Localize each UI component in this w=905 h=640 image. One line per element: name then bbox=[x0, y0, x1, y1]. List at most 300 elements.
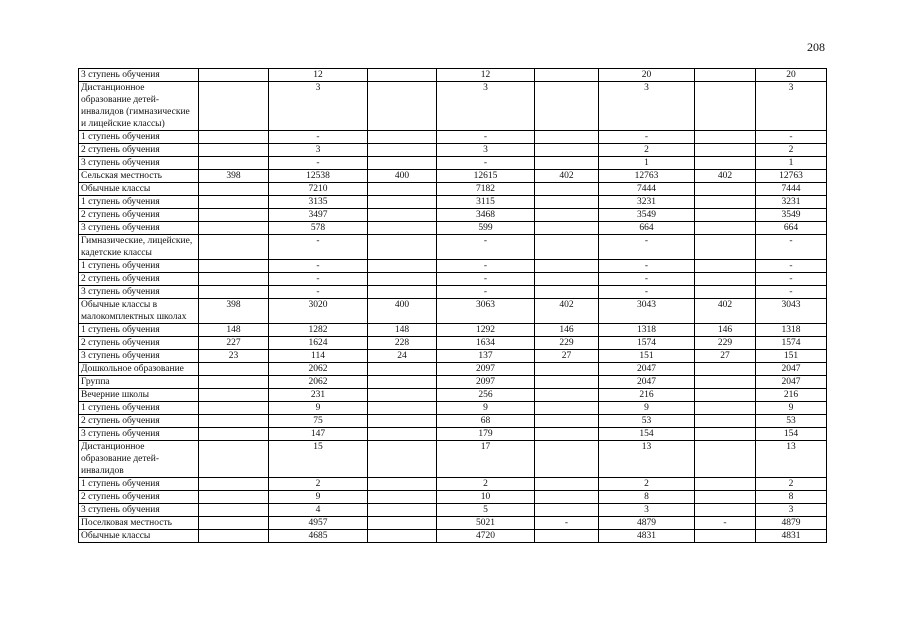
value-cell-c7 bbox=[695, 260, 756, 273]
value-cell-c6: 216 bbox=[599, 389, 695, 402]
value-cell-c7 bbox=[695, 402, 756, 415]
value-cell-c2: - bbox=[269, 273, 368, 286]
value-cell-c5: 402 bbox=[535, 299, 599, 324]
value-cell-c5 bbox=[535, 415, 599, 428]
page-number: 208 bbox=[807, 40, 825, 54]
value-cell-c3 bbox=[368, 491, 437, 504]
value-cell-c2: 9 bbox=[269, 402, 368, 415]
value-cell-c1 bbox=[199, 363, 269, 376]
row-label-cell: Обычные классы bbox=[79, 183, 199, 196]
table-row bbox=[79, 222, 827, 235]
value-cell-c1 bbox=[199, 131, 269, 144]
value-cell-c7: 402 bbox=[695, 170, 756, 183]
value-cell-c3: 400 bbox=[368, 299, 437, 324]
value-cell-c2: 3 bbox=[269, 82, 368, 131]
row-label-cell: Дистанционное образование детей-инвалидов (гимназические и лицейские классы) bbox=[79, 82, 199, 131]
value-cell-c8: 1318 bbox=[756, 324, 827, 337]
value-cell-c5 bbox=[535, 157, 599, 170]
value-cell-c7 bbox=[695, 183, 756, 196]
value-cell-c2: 7210 bbox=[269, 183, 368, 196]
table-row bbox=[79, 157, 827, 170]
value-cell-c8: 2 bbox=[756, 144, 827, 157]
value-cell-c3 bbox=[368, 235, 437, 260]
value-cell-c8: 3549 bbox=[756, 209, 827, 222]
value-cell-c6: 2 bbox=[599, 144, 695, 157]
value-cell-c3 bbox=[368, 478, 437, 491]
value-cell-c5 bbox=[535, 260, 599, 273]
value-cell-c8: 1574 bbox=[756, 337, 827, 350]
row-label-cell: 3 ступень обучения bbox=[79, 504, 199, 517]
value-cell-c6: 53 bbox=[599, 415, 695, 428]
value-cell-c2: 12 bbox=[269, 69, 368, 82]
row-label-cell: 3 ступень обучения bbox=[79, 350, 199, 363]
statistics-table bbox=[78, 68, 827, 543]
value-cell-c6: 13 bbox=[599, 441, 695, 478]
value-cell-c6: 3043 bbox=[599, 299, 695, 324]
row-label-cell: 3 ступень обучения bbox=[79, 69, 199, 82]
value-cell-c2: 3 bbox=[269, 144, 368, 157]
value-cell-c1 bbox=[199, 260, 269, 273]
value-cell-c1 bbox=[199, 376, 269, 389]
value-cell-c2: 1624 bbox=[269, 337, 368, 350]
value-cell-c1 bbox=[199, 196, 269, 209]
value-cell-c7 bbox=[695, 415, 756, 428]
value-cell-c3: 400 bbox=[368, 170, 437, 183]
value-cell-c1 bbox=[199, 222, 269, 235]
row-label-cell: 2 ступень обучения bbox=[79, 144, 199, 157]
table-row bbox=[79, 196, 827, 209]
value-cell-c8: - bbox=[756, 131, 827, 144]
value-cell-c7 bbox=[695, 491, 756, 504]
value-cell-c4: - bbox=[437, 260, 535, 273]
value-cell-c7 bbox=[695, 144, 756, 157]
value-cell-c3 bbox=[368, 144, 437, 157]
value-cell-c7 bbox=[695, 209, 756, 222]
value-cell-c2: 2 bbox=[269, 478, 368, 491]
row-label-cell: 2 ступень обучения bbox=[79, 273, 199, 286]
value-cell-c7 bbox=[695, 478, 756, 491]
value-cell-c3 bbox=[368, 82, 437, 131]
value-cell-c5 bbox=[535, 82, 599, 131]
value-cell-c3 bbox=[368, 402, 437, 415]
value-cell-c1: 227 bbox=[199, 337, 269, 350]
value-cell-c2: 9 bbox=[269, 491, 368, 504]
value-cell-c2: - bbox=[269, 131, 368, 144]
table-row bbox=[79, 363, 827, 376]
value-cell-c6: - bbox=[599, 273, 695, 286]
value-cell-c7 bbox=[695, 82, 756, 131]
value-cell-c1: 148 bbox=[199, 324, 269, 337]
value-cell-c3 bbox=[368, 441, 437, 478]
row-label-cell: 2 ступень обучения bbox=[79, 491, 199, 504]
value-cell-c5 bbox=[535, 428, 599, 441]
value-cell-c1 bbox=[199, 504, 269, 517]
table-row bbox=[79, 183, 827, 196]
row-label-cell: 1 ступень обучения bbox=[79, 260, 199, 273]
value-cell-c1: 398 bbox=[199, 170, 269, 183]
value-cell-c5 bbox=[535, 222, 599, 235]
value-cell-c3 bbox=[368, 69, 437, 82]
row-label-cell: 1 ступень обучения bbox=[79, 324, 199, 337]
value-cell-c7 bbox=[695, 530, 756, 543]
value-cell-c7 bbox=[695, 196, 756, 209]
value-cell-c8: 151 bbox=[756, 350, 827, 363]
value-cell-c5: - bbox=[535, 517, 599, 530]
value-cell-c6: 2 bbox=[599, 478, 695, 491]
value-cell-c2: 4 bbox=[269, 504, 368, 517]
row-label-cell: Вечерние школы bbox=[79, 389, 199, 402]
value-cell-c6: 154 bbox=[599, 428, 695, 441]
table-row bbox=[79, 82, 827, 131]
row-label-cell: 2 ступень обучения bbox=[79, 415, 199, 428]
value-cell-c8: - bbox=[756, 235, 827, 260]
value-cell-c6: - bbox=[599, 235, 695, 260]
value-cell-c5: 402 bbox=[535, 170, 599, 183]
value-cell-c2: 231 bbox=[269, 389, 368, 402]
value-cell-c8: 154 bbox=[756, 428, 827, 441]
value-cell-c8: 7444 bbox=[756, 183, 827, 196]
value-cell-c1 bbox=[199, 389, 269, 402]
table-row bbox=[79, 324, 827, 337]
value-cell-c7: 229 bbox=[695, 337, 756, 350]
value-cell-c6: 1574 bbox=[599, 337, 695, 350]
value-cell-c5 bbox=[535, 286, 599, 299]
value-cell-c3 bbox=[368, 209, 437, 222]
value-cell-c3 bbox=[368, 428, 437, 441]
value-cell-c4: 12 bbox=[437, 69, 535, 82]
value-cell-c2: 578 bbox=[269, 222, 368, 235]
value-cell-c3: 148 bbox=[368, 324, 437, 337]
row-label-cell: 3 ступень обучения bbox=[79, 286, 199, 299]
value-cell-c7 bbox=[695, 428, 756, 441]
value-cell-c4: - bbox=[437, 286, 535, 299]
value-cell-c6: 8 bbox=[599, 491, 695, 504]
value-cell-c2: 114 bbox=[269, 350, 368, 363]
value-cell-c7: 146 bbox=[695, 324, 756, 337]
value-cell-c4: 12615 bbox=[437, 170, 535, 183]
value-cell-c4: 1634 bbox=[437, 337, 535, 350]
value-cell-c6: 1318 bbox=[599, 324, 695, 337]
value-cell-c7 bbox=[695, 131, 756, 144]
value-cell-c1 bbox=[199, 209, 269, 222]
value-cell-c5 bbox=[535, 441, 599, 478]
value-cell-c8: 4879 bbox=[756, 517, 827, 530]
value-cell-c7 bbox=[695, 441, 756, 478]
value-cell-c2: 2062 bbox=[269, 376, 368, 389]
value-cell-c1: 398 bbox=[199, 299, 269, 324]
row-label-cell: 2 ступень обучения bbox=[79, 337, 199, 350]
value-cell-c8: 2047 bbox=[756, 376, 827, 389]
value-cell-c2: - bbox=[269, 260, 368, 273]
table-row bbox=[79, 299, 827, 324]
value-cell-c2: - bbox=[269, 286, 368, 299]
value-cell-c4: 3063 bbox=[437, 299, 535, 324]
value-cell-c8: 2047 bbox=[756, 363, 827, 376]
value-cell-c3 bbox=[368, 260, 437, 273]
value-cell-c1 bbox=[199, 415, 269, 428]
table-row bbox=[79, 478, 827, 491]
value-cell-c8: - bbox=[756, 286, 827, 299]
value-cell-c6: 3 bbox=[599, 504, 695, 517]
value-cell-c8: 1 bbox=[756, 157, 827, 170]
value-cell-c1 bbox=[199, 144, 269, 157]
value-cell-c5 bbox=[535, 376, 599, 389]
value-cell-c3 bbox=[368, 389, 437, 402]
value-cell-c4: 9 bbox=[437, 402, 535, 415]
value-cell-c5 bbox=[535, 235, 599, 260]
row-label-cell: 3 ступень обучения bbox=[79, 428, 199, 441]
table-row bbox=[79, 441, 827, 478]
value-cell-c5: 146 bbox=[535, 324, 599, 337]
value-cell-c3 bbox=[368, 530, 437, 543]
value-cell-c2: 4957 bbox=[269, 517, 368, 530]
value-cell-c4: 4720 bbox=[437, 530, 535, 543]
value-cell-c4: 7182 bbox=[437, 183, 535, 196]
value-cell-c1 bbox=[199, 157, 269, 170]
row-label-cell: Группа bbox=[79, 376, 199, 389]
value-cell-c6: - bbox=[599, 286, 695, 299]
value-cell-c8: 3 bbox=[756, 82, 827, 131]
value-cell-c1 bbox=[199, 517, 269, 530]
value-cell-c2: 3497 bbox=[269, 209, 368, 222]
value-cell-c2: 4685 bbox=[269, 530, 368, 543]
table-row bbox=[79, 273, 827, 286]
value-cell-c7 bbox=[695, 504, 756, 517]
value-cell-c4: - bbox=[437, 157, 535, 170]
value-cell-c4: 3115 bbox=[437, 196, 535, 209]
value-cell-c6: 2047 bbox=[599, 376, 695, 389]
value-cell-c2: 3020 bbox=[269, 299, 368, 324]
value-cell-c6: 3549 bbox=[599, 209, 695, 222]
value-cell-c8: 216 bbox=[756, 389, 827, 402]
value-cell-c7 bbox=[695, 157, 756, 170]
value-cell-c7 bbox=[695, 363, 756, 376]
value-cell-c4: 5021 bbox=[437, 517, 535, 530]
table-row bbox=[79, 389, 827, 402]
value-cell-c3 bbox=[368, 363, 437, 376]
value-cell-c4: 2097 bbox=[437, 363, 535, 376]
value-cell-c6: 3 bbox=[599, 82, 695, 131]
value-cell-c6: 151 bbox=[599, 350, 695, 363]
value-cell-c3 bbox=[368, 273, 437, 286]
value-cell-c7 bbox=[695, 222, 756, 235]
value-cell-c2: 15 bbox=[269, 441, 368, 478]
value-cell-c3 bbox=[368, 415, 437, 428]
value-cell-c4: 5 bbox=[437, 504, 535, 517]
value-cell-c3 bbox=[368, 517, 437, 530]
value-cell-c3: 228 bbox=[368, 337, 437, 350]
value-cell-c5 bbox=[535, 183, 599, 196]
value-cell-c5 bbox=[535, 273, 599, 286]
value-cell-c4: 2097 bbox=[437, 376, 535, 389]
value-cell-c3 bbox=[368, 222, 437, 235]
value-cell-c4: - bbox=[437, 131, 535, 144]
value-cell-c5 bbox=[535, 69, 599, 82]
value-cell-c1 bbox=[199, 428, 269, 441]
value-cell-c4: 3468 bbox=[437, 209, 535, 222]
table-row bbox=[79, 170, 827, 183]
value-cell-c8: 664 bbox=[756, 222, 827, 235]
table-row bbox=[79, 428, 827, 441]
value-cell-c3 bbox=[368, 183, 437, 196]
row-label-cell: 2 ступень обучения bbox=[79, 209, 199, 222]
value-cell-c1 bbox=[199, 478, 269, 491]
value-cell-c1 bbox=[199, 235, 269, 260]
row-label-cell: Дистанционное образование детей-инвалидов bbox=[79, 441, 199, 478]
value-cell-c3 bbox=[368, 131, 437, 144]
value-cell-c6: 664 bbox=[599, 222, 695, 235]
value-cell-c1 bbox=[199, 441, 269, 478]
row-label-cell: 1 ступень обучения bbox=[79, 478, 199, 491]
value-cell-c4: 17 bbox=[437, 441, 535, 478]
value-cell-c7 bbox=[695, 235, 756, 260]
value-cell-c1 bbox=[199, 273, 269, 286]
value-cell-c3 bbox=[368, 157, 437, 170]
value-cell-c2: 75 bbox=[269, 415, 368, 428]
value-cell-c4: 68 bbox=[437, 415, 535, 428]
value-cell-c7: 27 bbox=[695, 350, 756, 363]
value-cell-c8: 53 bbox=[756, 415, 827, 428]
value-cell-c1 bbox=[199, 286, 269, 299]
value-cell-c3 bbox=[368, 504, 437, 517]
table-row bbox=[79, 402, 827, 415]
table-body bbox=[79, 69, 827, 543]
value-cell-c4: 3 bbox=[437, 82, 535, 131]
value-cell-c8: 3043 bbox=[756, 299, 827, 324]
value-cell-c5 bbox=[535, 478, 599, 491]
row-label-cell: Обычные классы в малокомплектных школах bbox=[79, 299, 199, 324]
value-cell-c5 bbox=[535, 504, 599, 517]
value-cell-c8: 12763 bbox=[756, 170, 827, 183]
value-cell-c6: 20 bbox=[599, 69, 695, 82]
value-cell-c1 bbox=[199, 183, 269, 196]
table-row bbox=[79, 235, 827, 260]
value-cell-c5 bbox=[535, 131, 599, 144]
value-cell-c6: - bbox=[599, 260, 695, 273]
table-row bbox=[79, 530, 827, 543]
value-cell-c4: 1292 bbox=[437, 324, 535, 337]
value-cell-c8: 13 bbox=[756, 441, 827, 478]
value-cell-c8: 3231 bbox=[756, 196, 827, 209]
value-cell-c8: 20 bbox=[756, 69, 827, 82]
value-cell-c6: 7444 bbox=[599, 183, 695, 196]
value-cell-c7 bbox=[695, 69, 756, 82]
row-label-cell: 3 ступень обучения bbox=[79, 157, 199, 170]
value-cell-c7 bbox=[695, 389, 756, 402]
value-cell-c1 bbox=[199, 69, 269, 82]
value-cell-c8: 4831 bbox=[756, 530, 827, 543]
value-cell-c7 bbox=[695, 286, 756, 299]
value-cell-c2: 3135 bbox=[269, 196, 368, 209]
value-cell-c5 bbox=[535, 363, 599, 376]
row-label-cell: 3 ступень обучения bbox=[79, 222, 199, 235]
value-cell-c3 bbox=[368, 286, 437, 299]
value-cell-c4: 137 bbox=[437, 350, 535, 363]
value-cell-c7 bbox=[695, 273, 756, 286]
value-cell-c4: 3 bbox=[437, 144, 535, 157]
value-cell-c1 bbox=[199, 491, 269, 504]
table-row bbox=[79, 350, 827, 363]
value-cell-c5 bbox=[535, 209, 599, 222]
row-label-cell: Гимназические, лицейские, кадетские классы bbox=[79, 235, 199, 260]
value-cell-c4: 179 bbox=[437, 428, 535, 441]
value-cell-c6: 4879 bbox=[599, 517, 695, 530]
value-cell-c1 bbox=[199, 402, 269, 415]
table-row bbox=[79, 286, 827, 299]
value-cell-c2: 147 bbox=[269, 428, 368, 441]
row-label-cell: Поселковая местность bbox=[79, 517, 199, 530]
table-row bbox=[79, 504, 827, 517]
row-label-cell: Обычные классы bbox=[79, 530, 199, 543]
value-cell-c1 bbox=[199, 82, 269, 131]
value-cell-c4: 10 bbox=[437, 491, 535, 504]
value-cell-c8: - bbox=[756, 260, 827, 273]
row-label-cell: Сельская местность bbox=[79, 170, 199, 183]
value-cell-c6: 12763 bbox=[599, 170, 695, 183]
value-cell-c3 bbox=[368, 376, 437, 389]
value-cell-c4: 599 bbox=[437, 222, 535, 235]
value-cell-c4: - bbox=[437, 273, 535, 286]
value-cell-c4: 2 bbox=[437, 478, 535, 491]
value-cell-c5 bbox=[535, 491, 599, 504]
value-cell-c7: - bbox=[695, 517, 756, 530]
value-cell-c6: 3231 bbox=[599, 196, 695, 209]
value-cell-c7: 402 bbox=[695, 299, 756, 324]
value-cell-c1 bbox=[199, 530, 269, 543]
value-cell-c8: 8 bbox=[756, 491, 827, 504]
table-row bbox=[79, 260, 827, 273]
value-cell-c5: 229 bbox=[535, 337, 599, 350]
table-row bbox=[79, 131, 827, 144]
table-row bbox=[79, 144, 827, 157]
table-row bbox=[79, 517, 827, 530]
value-cell-c5 bbox=[535, 196, 599, 209]
value-cell-c4: 256 bbox=[437, 389, 535, 402]
value-cell-c6: 2047 bbox=[599, 363, 695, 376]
value-cell-c2: - bbox=[269, 235, 368, 260]
value-cell-c2: 12538 bbox=[269, 170, 368, 183]
value-cell-c8: 2 bbox=[756, 478, 827, 491]
table-row bbox=[79, 337, 827, 350]
table-row bbox=[79, 491, 827, 504]
row-label-cell: 1 ступень обучения bbox=[79, 131, 199, 144]
row-label-cell: Дошкольное образование bbox=[79, 363, 199, 376]
value-cell-c8: - bbox=[756, 273, 827, 286]
value-cell-c5 bbox=[535, 144, 599, 157]
value-cell-c7 bbox=[695, 376, 756, 389]
table-row bbox=[79, 415, 827, 428]
value-cell-c1: 23 bbox=[199, 350, 269, 363]
value-cell-c5 bbox=[535, 389, 599, 402]
value-cell-c6: 9 bbox=[599, 402, 695, 415]
row-label-cell: 1 ступень обучения bbox=[79, 196, 199, 209]
table-row bbox=[79, 69, 827, 82]
value-cell-c6: 4831 bbox=[599, 530, 695, 543]
value-cell-c2: - bbox=[269, 157, 368, 170]
row-label-cell: 1 ступень обучения bbox=[79, 402, 199, 415]
value-cell-c8: 9 bbox=[756, 402, 827, 415]
value-cell-c3 bbox=[368, 196, 437, 209]
value-cell-c5 bbox=[535, 530, 599, 543]
value-cell-c4: - bbox=[437, 235, 535, 260]
value-cell-c5 bbox=[535, 402, 599, 415]
value-cell-c8: 3 bbox=[756, 504, 827, 517]
table-row bbox=[79, 209, 827, 222]
value-cell-c6: 1 bbox=[599, 157, 695, 170]
table-row bbox=[79, 376, 827, 389]
value-cell-c5: 27 bbox=[535, 350, 599, 363]
value-cell-c2: 1282 bbox=[269, 324, 368, 337]
